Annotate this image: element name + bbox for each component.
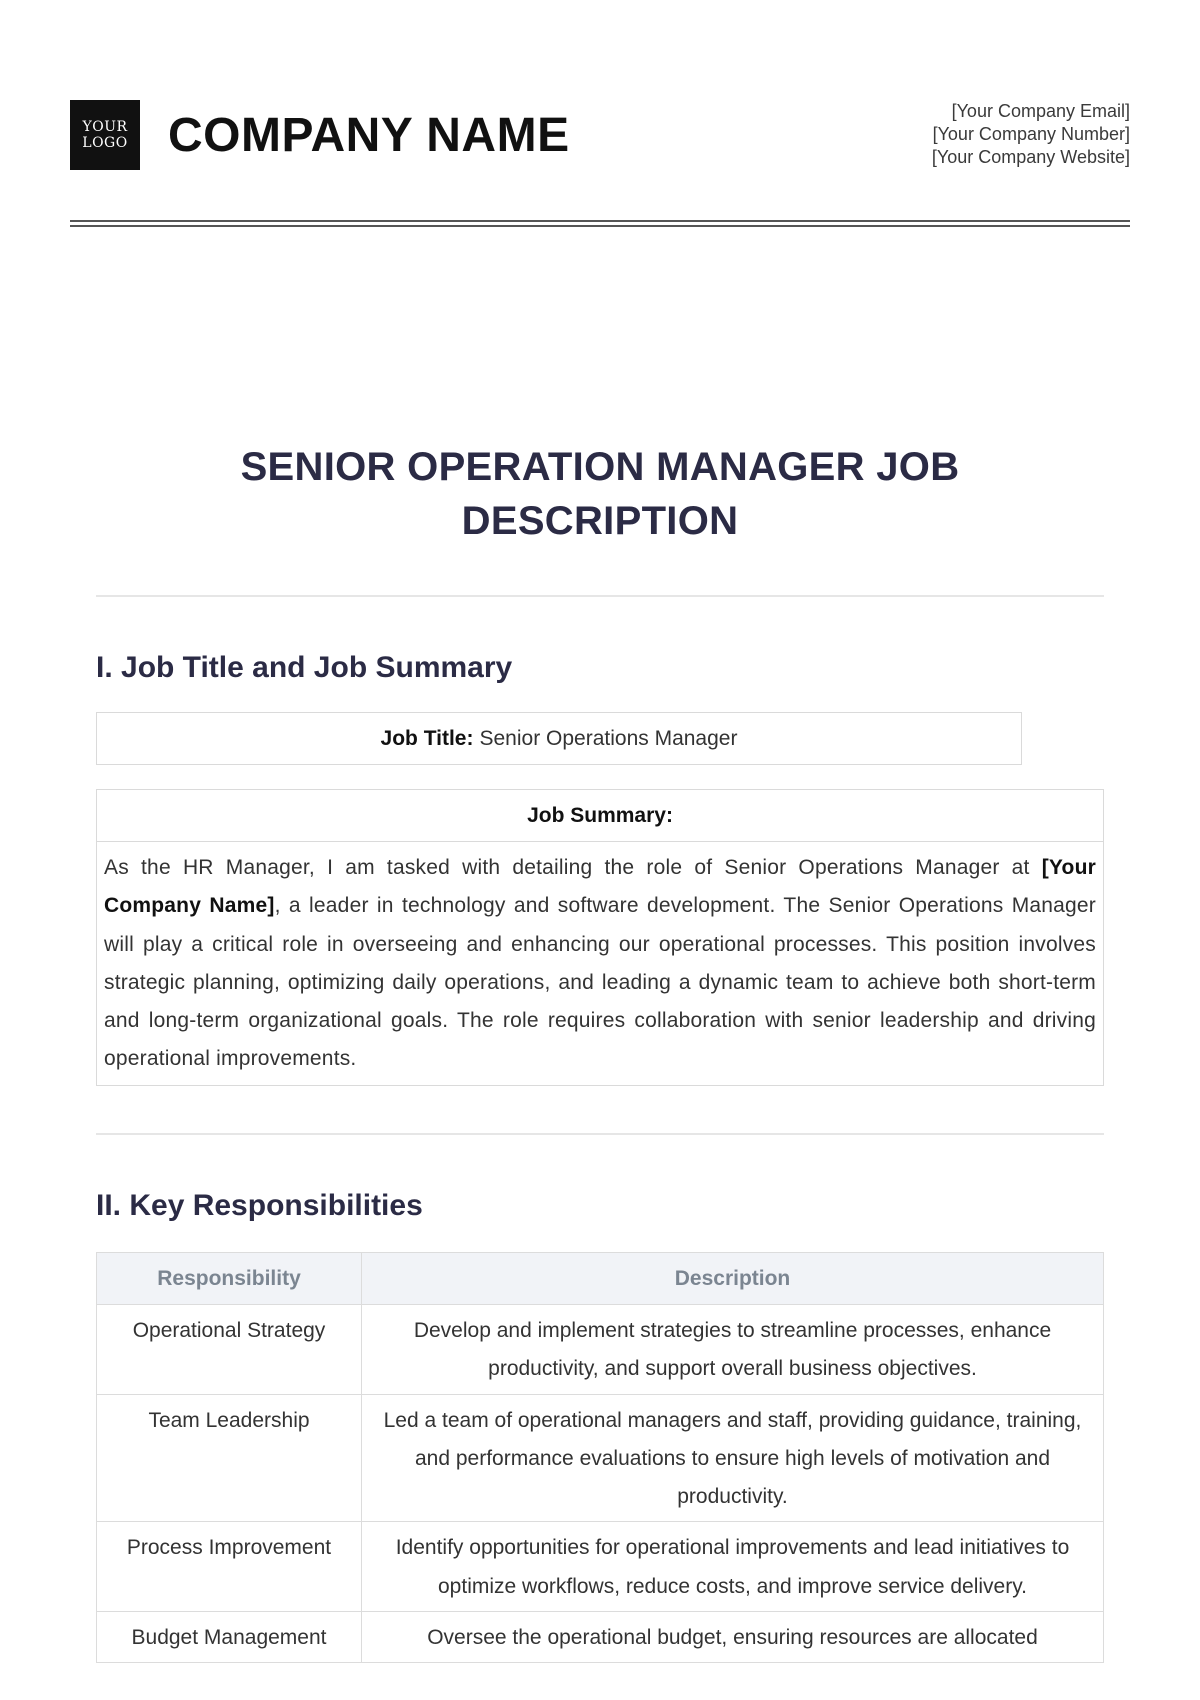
document-title-line2: DESCRIPTION bbox=[461, 499, 739, 543]
logo-text-line1: YOUR bbox=[82, 119, 128, 135]
job-summary-part2: , a leader in technology and software development. The Senior Operations Manager will play a critical role in overseeing and enhancing our operational processes. This position involves strategic planning, optimizing daily operations, and leading a dynamic team to achieve both short-term and long-term organizational goals. The role requires collaboration with senior leadership and driving operational improvements. bbox=[104, 894, 1096, 1071]
job-title-label: Job Title: bbox=[380, 726, 474, 750]
table-row bbox=[97, 1305, 1104, 1395]
column-header-description: Description bbox=[362, 1253, 1104, 1305]
table-row bbox=[97, 1612, 1104, 1663]
job-summary-company-placeholder: [Your Company Name] bbox=[104, 856, 1096, 918]
responsibilities-table bbox=[96, 1252, 1104, 1663]
responsibility-cell: Operational Strategy bbox=[97, 1305, 362, 1395]
section-heading-job-title-summary: I. Job Title and Job Summary bbox=[96, 651, 513, 684]
section-divider bbox=[96, 1133, 1104, 1135]
table-row bbox=[97, 1394, 1104, 1522]
description-cell: Oversee the operational budget, ensuring resources are allocated bbox=[362, 1612, 1104, 1663]
description-cell: Led a team of operational managers and staff, providing guidance, training, and performance evaluations to ensure high levels of motivation and productivity. bbox=[362, 1394, 1104, 1522]
table-row bbox=[97, 1522, 1104, 1612]
job-summary-part1: As the HR Manager, I am tasked with detailing the role of Senior Operations Manager at bbox=[104, 856, 1042, 879]
document-title-line1: SENIOR OPERATION MANAGER JOB bbox=[240, 445, 960, 489]
responsibility-cell: Budget Management bbox=[97, 1612, 362, 1663]
job-summary-text bbox=[97, 842, 1103, 1079]
section-divider bbox=[96, 595, 1104, 597]
header-double-rule bbox=[70, 220, 1130, 227]
section-heading-key-responsibilities: II. Key Responsibilities bbox=[96, 1189, 423, 1222]
document-title bbox=[100, 440, 1100, 548]
job-summary-box bbox=[96, 789, 1104, 1086]
company-contact-block bbox=[932, 100, 1130, 169]
description-cell: Identify opportunities for operational improvements and lead initiatives to optimize workflows, reduce costs, and improve service delivery. bbox=[362, 1522, 1104, 1612]
company-name: COMPANY NAME bbox=[168, 109, 570, 162]
column-header-responsibility: Responsibility bbox=[97, 1253, 362, 1305]
logo-text-line2: LOGO bbox=[82, 135, 128, 151]
company-logo bbox=[70, 100, 140, 170]
company-email: [Your Company Email] bbox=[951, 101, 1130, 121]
letterhead bbox=[70, 100, 1130, 172]
responsibility-cell: Team Leadership bbox=[97, 1394, 362, 1522]
job-summary-label: Job Summary: bbox=[97, 790, 1103, 842]
responsibility-cell: Process Improvement bbox=[97, 1522, 362, 1612]
company-website: [Your Company Website] bbox=[931, 147, 1130, 167]
table-header-row bbox=[97, 1253, 1104, 1305]
company-number: [Your Company Number] bbox=[932, 124, 1130, 144]
job-title-box bbox=[96, 712, 1022, 765]
description-cell: Develop and implement strategies to streamline processes, enhance productivity, and support overall business objectives. bbox=[362, 1305, 1104, 1395]
job-title-value: Senior Operations Manager bbox=[479, 726, 738, 750]
